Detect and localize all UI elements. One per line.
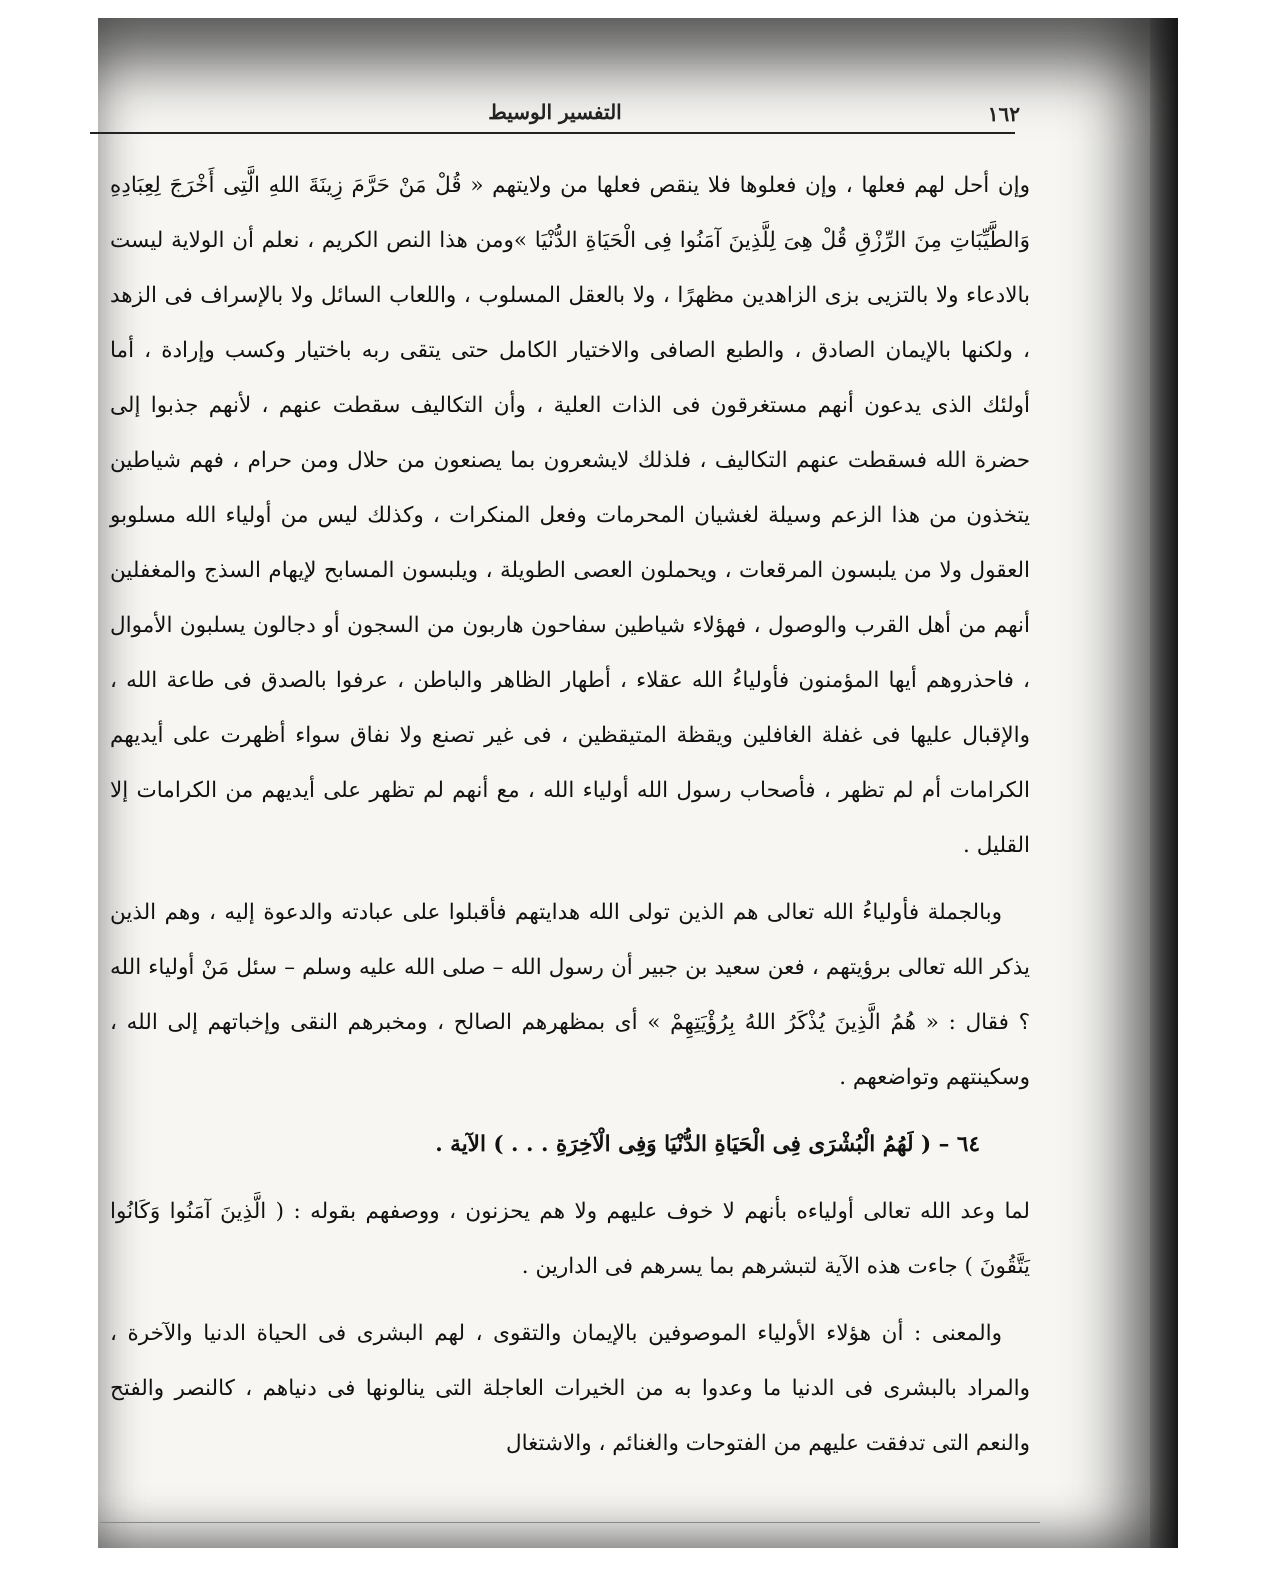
paragraph-2: وبالجملة فأولياءُ الله تعالى هم الذين تولى الله هدايتهم فأقبلوا على عبادته والدعوة إليه ، وهم الذين يذكر الله تعالى برؤيتهم ، فعن سعيد بن جبير أن رسول الله – صلى الله عليه وسلم – سئل مَنْ أولياء الله ؟ فقال : « هُمُ الَّذِينَ يُذْكَرُ اللهُ بِرُؤْيَتِهِمْ » أى بمظهرهم الصالح ، ومخبرهم النقى وإخباتهم إلى الله ، وسكينتهم وتواضعهم . bbox=[110, 900, 1030, 1090]
paragraph-4: والمعنى : أن هؤلاء الأولياء الموصوفين بالإيمان والتقوى ، لهم البشرى فى الحياة الدنيا والآخرة ، والمراد بالبشرى فى الدنيا ما وعدوا به من الخيرات العاجلة التى ينالونها فى دنياهم ، كالنصر والفتح والنعم التى تدفقت عليهم من الفتوحات والغنائم ، والاشتغال bbox=[110, 1321, 1030, 1456]
running-title: التفسير الوسيط bbox=[488, 100, 622, 124]
page-number: ١٦٢ bbox=[987, 102, 1020, 126]
paragraph-3: لما وعد الله تعالى أولياءه بأنهم لا خوف عليهم ولا هم يحزنون ، ووصفهم بقوله : ( الَّذِينَ آمَنُوا وَكَانُوا يَتَّقُونَ ) جاءت هذه الآية لتبشرهم بما يسرهم فى الدارين . bbox=[110, 1199, 1030, 1279]
bottom-edge-line bbox=[100, 1522, 1040, 1523]
page-shadow-edge bbox=[1150, 18, 1178, 1548]
header-rule bbox=[90, 132, 1015, 134]
page-header bbox=[90, 100, 1020, 130]
page-body bbox=[110, 158, 1030, 1471]
paragraph-1: وإن أحل لهم فعلها ، وإن فعلوها فلا ينقص فعلها من ولايتهم « قُلْ مَنْ حَرَّمَ زِينَةَ اللهِ الَّتِى أَخْرَجَ لِعِبَادِهِ وَالطَّيِّبَاتِ مِنَ الرِّزْقِ قُلْ هِىَ لِلَّذِينَ آمَنُوا فِى الْحَيَاةِ الدُّنْيَا »ومن هذا النص الكريم ، نعلم أن الولاية ليست بالادعاء ولا بالتزيى بزى الزاهدين مظهرًا ، ولا بالعقل المسلوب ، واللعاب السائل ولا بالإسراف فى الزهد ، ولكنها بالإيمان الصادق ، والطبع الصافى والاختيار الكامل حتى يتقى ربه باختيار وكسب وإرادة ، أما أولئك الذى يدعون أنهم مستغرقون فى الذات العلية ، وأن التكاليف سقطت عنهم ، لأنهم جذبوا إلى حضرة الله فسقطت عنهم التكاليف ، فلذلك لايشعرون بما يصنعون من حلال ومن حرام ، فهم شياطين يتخذون من هذا الزعم وسيلة لغشيان المحرمات وفعل المنكرات ، وكذلك ليس من أولياء الله مسلوبو العقول ولا من يلبسون المرقعات ، ويحملون العصى الطويلة ، ويلبسون المسابح لإيهام السذج والمغفلين أنهم من أهل القرب والوصول ، فهؤلاء شياطين سفاحون هاربون من السجون أو دجالون يسلبون الأموال ، فاحذروهم أيها المؤمنون فأولياءُ الله عقلاء ، أطهار الظاهر والباطن ، عرفوا بالصدق فى طاعة الله ، والإقبال عليها فى غفلة الغافلين ويقظة المتيقظين ، فى غير تصنع ولا نفاق سواء أظهرت على أيديهم الكرامات أم لم تظهر ، فأصحاب رسول الله أولياء الله ، مع أنهم لم تظهر على أيديهم من الكرامات إلا القليل . bbox=[110, 173, 1030, 858]
verse-heading: ٦٤ – ( لَهُمُ الْبُشْرَى فِى الْحَيَاةِ الدُّنْيَا وَفِى الْآخِرَةِ . . . ) الآية . bbox=[435, 1132, 980, 1157]
